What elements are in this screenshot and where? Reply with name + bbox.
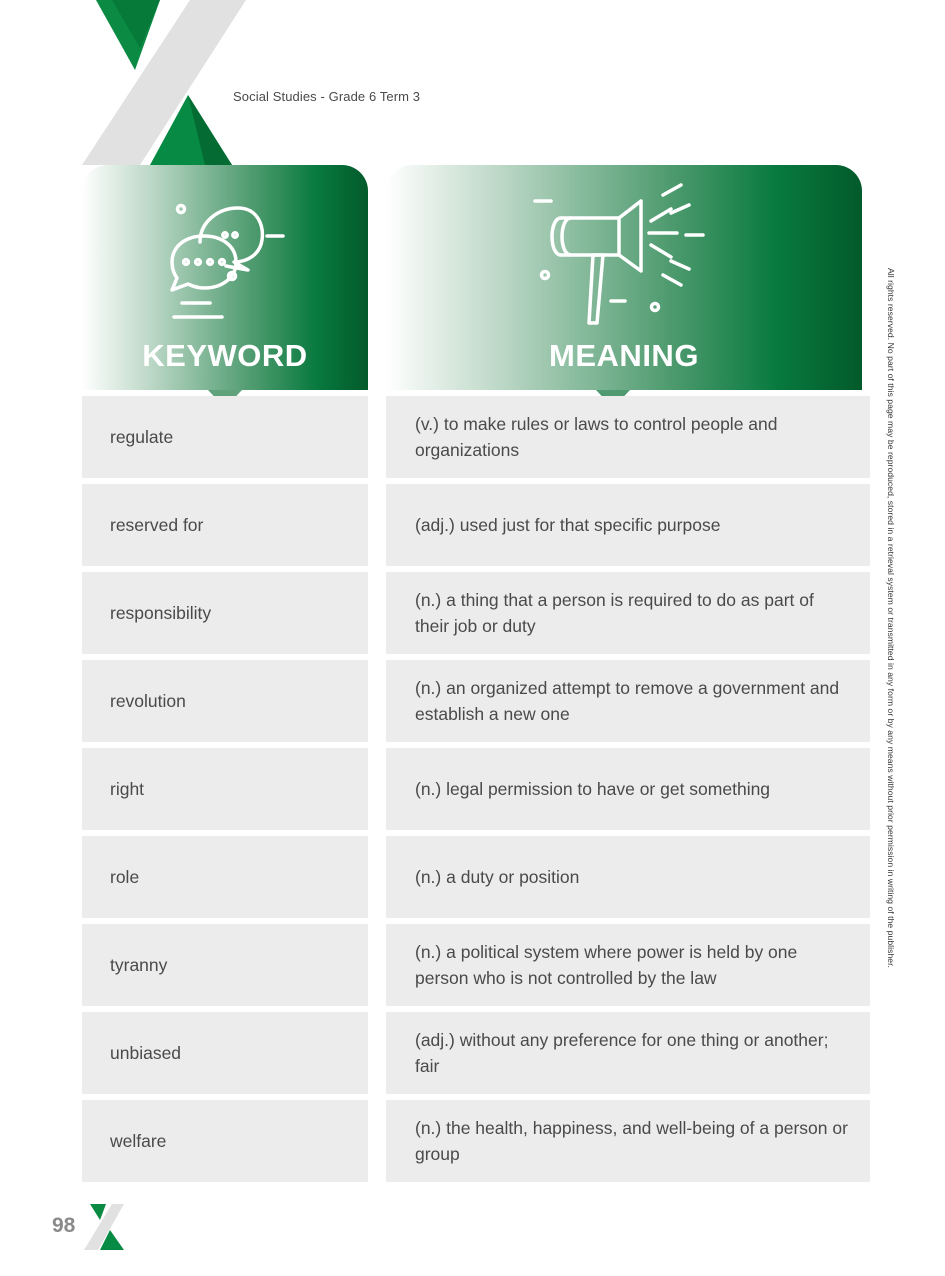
keyword-column-header xyxy=(82,165,368,390)
x-logo-icon xyxy=(0,0,260,170)
keyword-cell: regulate xyxy=(82,396,368,478)
table-row xyxy=(82,396,870,478)
meaning-column-title: MEANING xyxy=(549,338,699,373)
meaning-cell: (n.) a duty or position xyxy=(386,836,870,918)
meaning-cell: (adj.) used just for that specific purpose xyxy=(386,484,870,566)
table-row xyxy=(82,1100,870,1182)
keyword-cell: unbiased xyxy=(82,1012,368,1094)
meaning-cell: (n.) legal permission to have or get something xyxy=(386,748,870,830)
x-logo-small-icon xyxy=(84,1204,126,1252)
keyword-cell: right xyxy=(82,748,368,830)
keyword-cell: welfare xyxy=(82,1100,368,1182)
meaning-cell: (v.) to make rules or laws to control people and organizations xyxy=(386,396,870,478)
table-row xyxy=(82,484,870,566)
table-row xyxy=(82,572,870,654)
speech-bubbles-icon xyxy=(152,200,292,325)
table-row xyxy=(82,836,870,918)
keyword-cell: tyranny xyxy=(82,924,368,1006)
keyword-cell: revolution xyxy=(82,660,368,742)
meaning-cell: (n.) an organized attempt to remove a government and establish a new one xyxy=(386,660,870,742)
page-header: Social Studies - Grade 6 Term 3 xyxy=(233,89,421,104)
meaning-cell: (adj.) without any preference for one thing or another; fair xyxy=(386,1012,870,1094)
rights-notice xyxy=(886,268,896,1008)
table-row xyxy=(82,924,870,1006)
meaning-column-header xyxy=(386,165,862,390)
rights-notice-text: All rights reserved. No part of this page may be reproduced, stored in a retrieval system or transmitted in any form or by any means without prior permission in writing of the publisher. xyxy=(886,268,896,968)
keyword-column-title: KEYWORD xyxy=(142,338,308,373)
keyword-cell: reserved for xyxy=(82,484,368,566)
page-number: 98 xyxy=(52,1214,76,1237)
meaning-cell: (n.) the health, happiness, and well-being of a person or group xyxy=(386,1100,870,1182)
meaning-cell: (n.) a political system where power is held by one person who is not controlled by the law xyxy=(386,924,870,1006)
keyword-cell: responsibility xyxy=(82,572,368,654)
table-row xyxy=(82,748,870,830)
megaphone-icon xyxy=(531,183,711,328)
meaning-cell: (n.) a thing that a person is required to do as part of their job or duty xyxy=(386,572,870,654)
keyword-cell: role xyxy=(82,836,368,918)
table-row xyxy=(82,660,870,742)
table-row xyxy=(82,1012,870,1094)
